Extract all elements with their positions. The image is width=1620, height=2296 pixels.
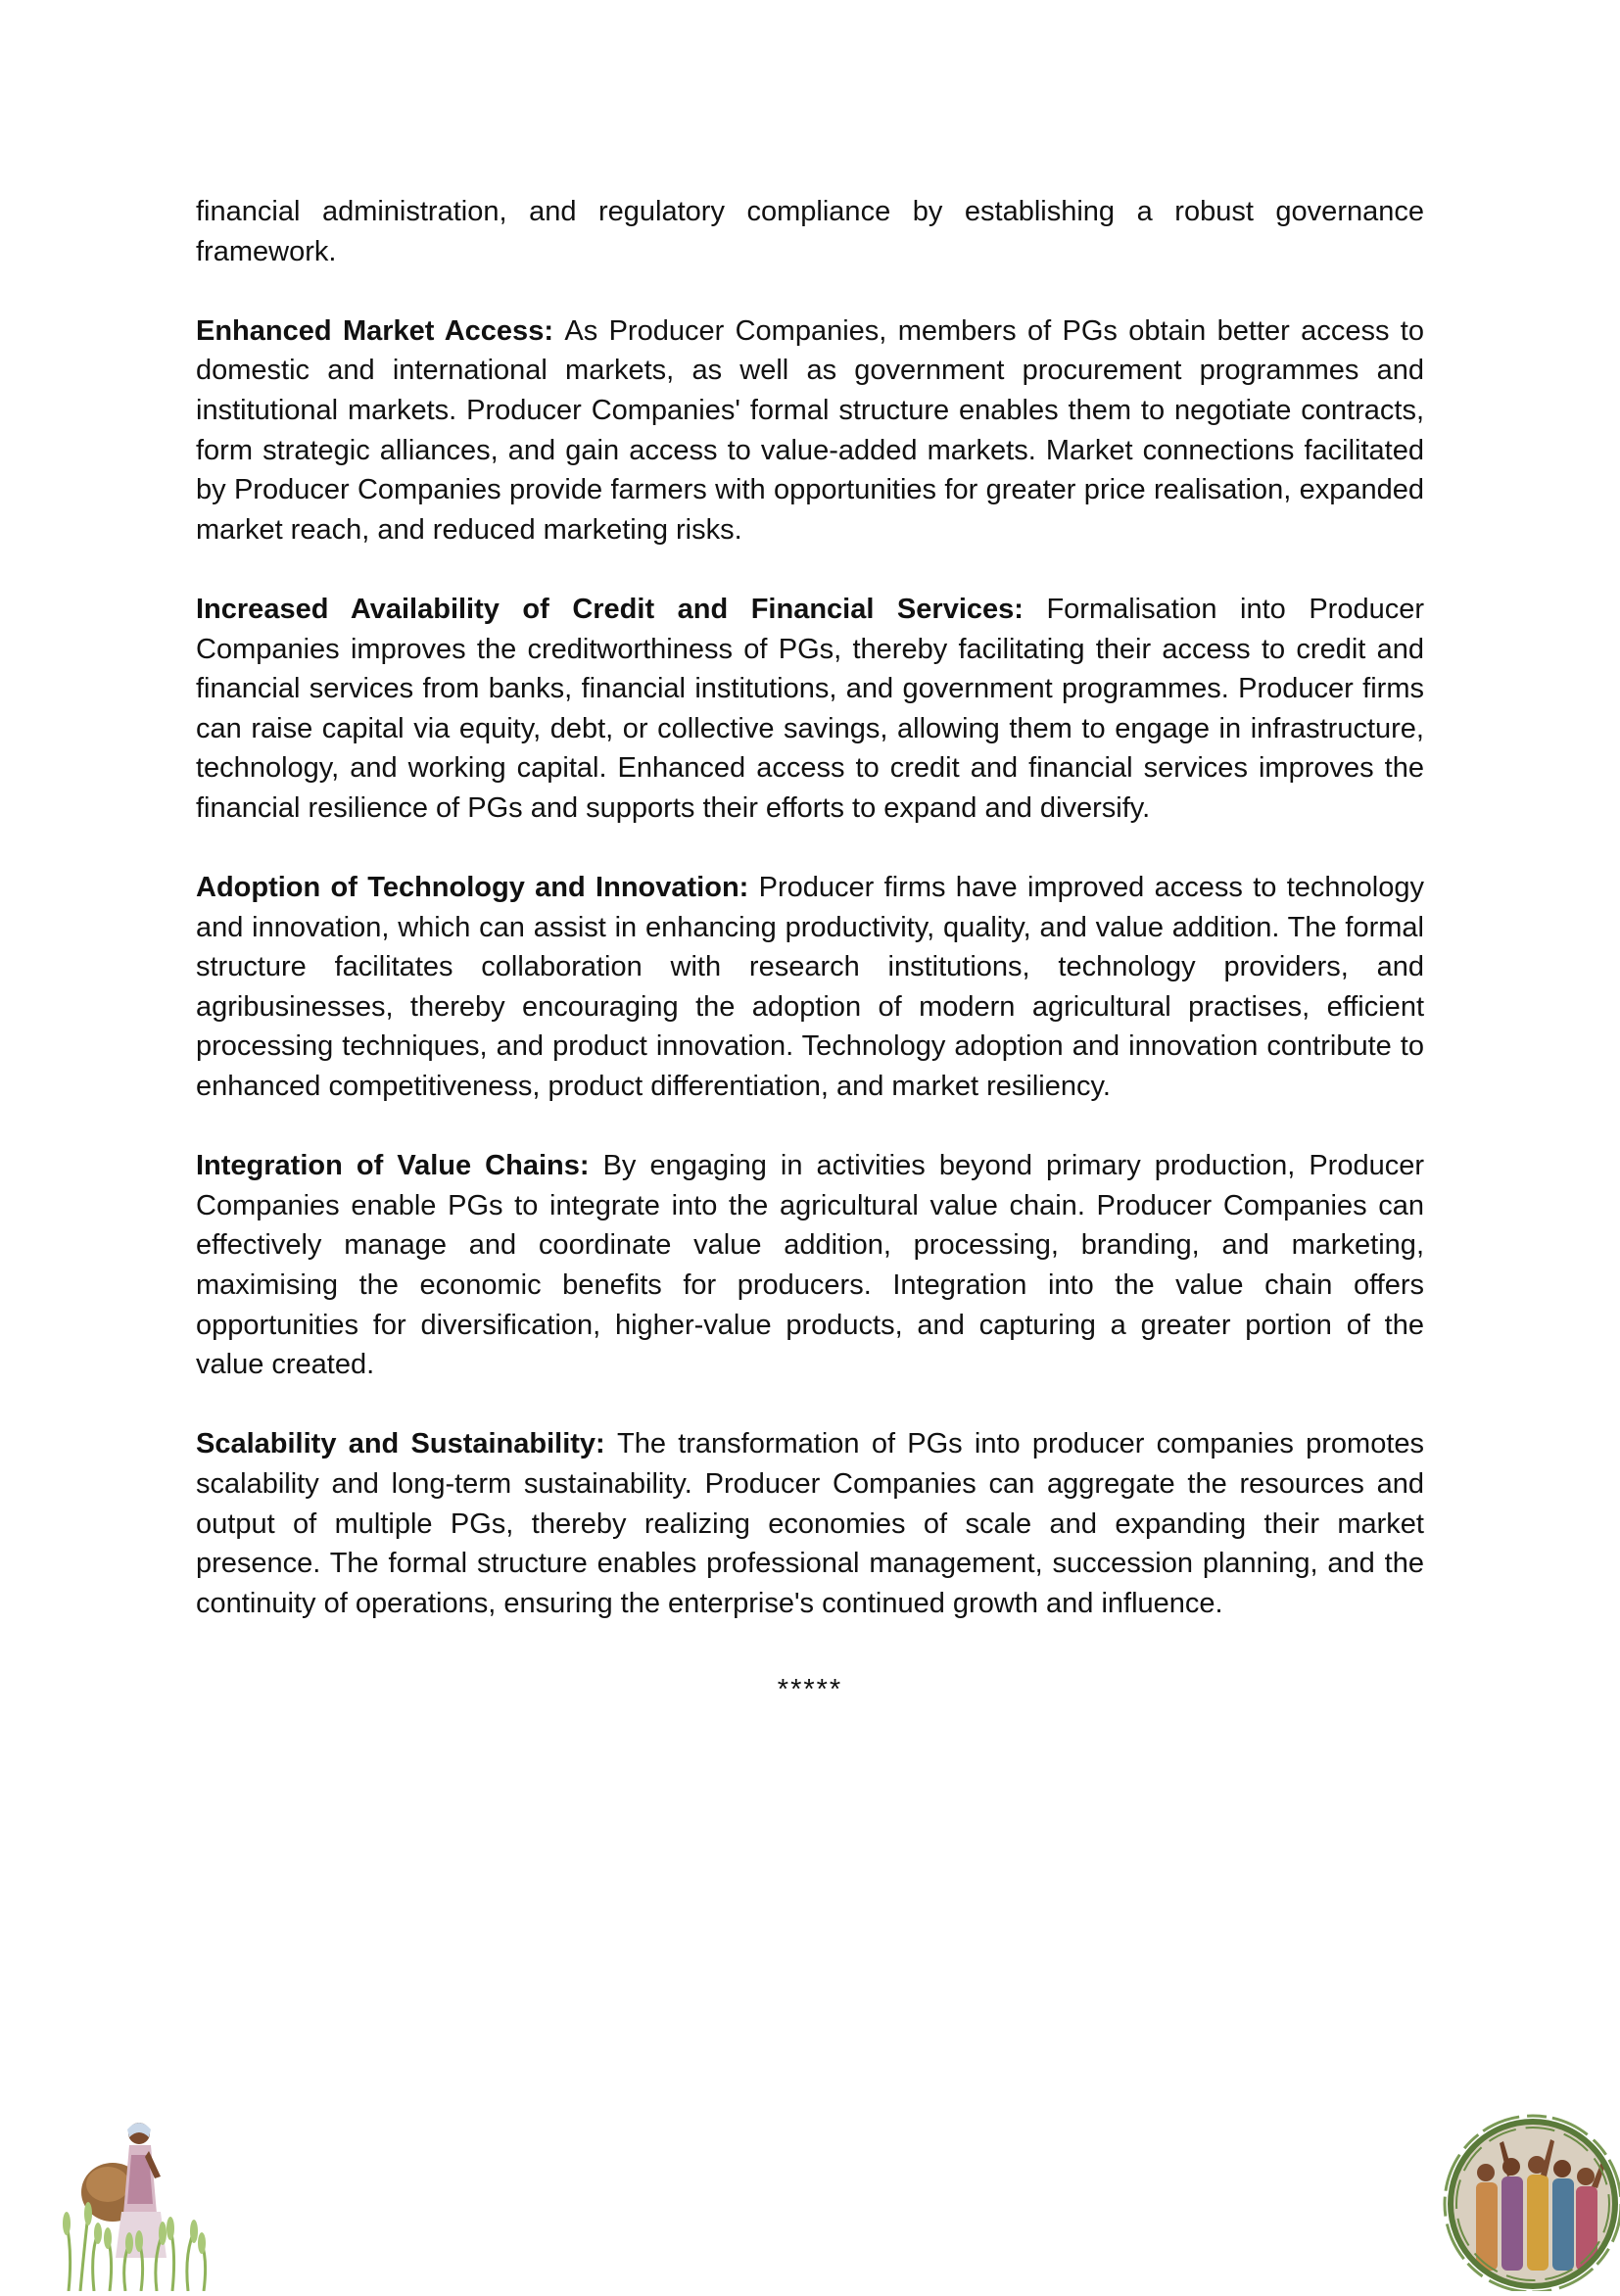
women-group-emblem: [1425, 2096, 1620, 2291]
section-heading: Enhanced Market Access:: [196, 314, 565, 347]
section-body: Producer firms have improved access to technology and innovation, which can assist in enhancing productivity, quality, and value addition. The formal structure facilitates collaboration with research institutions, technology providers, and agribusinesses, thereby encouraging the adoption of modern agricultural practises, efficient processing techniques, and product innovation. Technology adoption and innovation contribute to enhanced competitiveness, product differentiation, and market resiliency.: [196, 872, 1424, 1103]
farmer-woman-crop-icon: [59, 2086, 215, 2291]
section-body: The transformation of PGs into producer companies promotes scalability and long-term sustainability. Producer Companies can aggregate the resources and output of multiple PGs, thereby realizing economies of scale and expanding their market presence. The formal structure enables professional management, succession planning, and the continuity of operations, ensuring the enterprise's continued growth and influence.: [196, 1428, 1425, 1619]
section-heading: Scalability and Sustainability:: [196, 1428, 617, 1460]
section-market-access: [196, 311, 1424, 550]
end-of-section-mark: *****: [777, 1674, 843, 1706]
section-credit-services: [196, 590, 1424, 829]
page-content: [196, 192, 1424, 1706]
intro-continuation: financial administration, and regulatory compliance by establishing a robust governance framework.: [196, 196, 1424, 267]
section-value-chains: [196, 1146, 1424, 1385]
section-body: As Producer Companies, members of PGs obtain better access to domestic and international markets, as well as government procurement programmes and institutional markets. Producer Companies' formal structure enables them to negotiate contracts, form strategic alliances, and gain access to value-added markets. Market connections facilitated by Producer Companies provide farmers with opportunities for greater price realisation, expanded market reach, and reduced marketing risks.: [196, 314, 1424, 546]
section-heading: Increased Availability of Credit and Financial Services:: [196, 593, 1047, 625]
section-technology: [196, 868, 1424, 1107]
section-body: Formalisation into Producer Companies improves the creditworthiness of PGs, thereby facilitating their access to credit and financial services from banks, financial institutions, and government programmes. Producer firms can raise capital via equity, debt, or collective savings, allowing them to engage in infrastructure, technology, and working capital. Enhanced access to credit and financial services improves the financial resilience of PGs and supports their efforts to expand and diversify.: [196, 593, 1424, 824]
farmer-woman-illustration: [59, 2086, 215, 2291]
section-heading: Adoption of Technology and Innovation:: [196, 872, 759, 904]
section-scalability: [196, 1424, 1424, 1623]
section-body: By engaging in activities beyond primary production, Producer Companies enable PGs to integrate into the agricultural value chain. Producer Companies can effectively manage and coordinate value addition, processing, branding, and marketing, maximising the economic benefits for producers. Integration into the value chain offers opportunities for diversification, higher-value products, and capturing a greater portion of the value created.: [196, 1150, 1424, 1381]
women-group-circle-icon: [1425, 2096, 1620, 2291]
section-heading: Integration of Value Chains:: [196, 1150, 603, 1182]
